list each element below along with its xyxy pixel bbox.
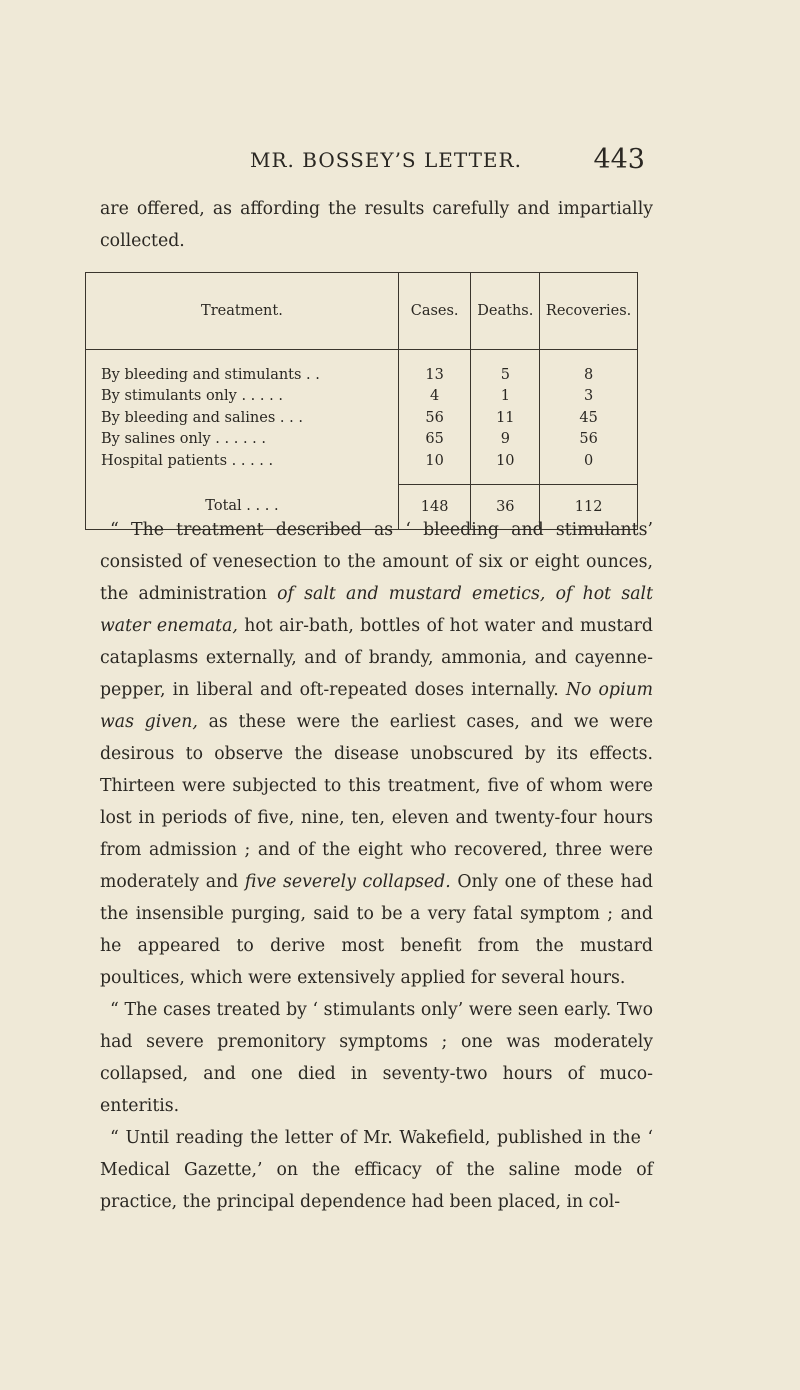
table-row (86, 429, 638, 451)
paragraph-treatment-description (100, 514, 653, 994)
running-head: MR. BOSSEY’S LETTER. (250, 148, 522, 172)
row-treatment: By bleeding and stimulants . . (86, 350, 399, 386)
table-row (86, 407, 638, 429)
row-cases: 10 (398, 450, 471, 484)
header-deaths: Deaths. (471, 273, 540, 350)
row-treatment: By stimulants only . . . . . (86, 386, 399, 408)
row-treatment: By bleeding and salines . . . (86, 407, 399, 429)
paragraph-until-reading: “ Until reading the letter of Mr. Wakefield, published in the ‘ Medical Gazette,’ on the efficacy of the saline mode of practice, the principal dependence had been placed, in col- (100, 1128, 653, 1212)
para1-text-2: hot air-bath, bottles of hot water and mustard cataplasms externally, and of brandy, ammonia, and cayenne-pepper, in liberal and oft-repeated doses internally. (100, 616, 653, 700)
row-deaths: 11 (471, 407, 540, 429)
page-header (250, 140, 645, 180)
paragraph-stimulants-only: “ The cases treated by ‘ stimulants only’ were seen early. Two had severe premonitory symptoms ; one was moderately collapsed, and one died in seventy-two hours of muco-enteritis. (100, 1000, 653, 1116)
table-row (86, 386, 638, 408)
row-deaths: 1 (471, 386, 540, 408)
row-deaths: 9 (471, 429, 540, 451)
para1-text-3: as these were the earliest cases, and we were desirous to observe the disease unobscured by its effects. Thirteen were subjected to this treatment, five of whom were lost in periods of five, nine, ten, eleven and twenty-four hours from admission ; and of the eight who recovered, three were moderately and (100, 712, 653, 892)
row-recoveries: 45 (540, 407, 638, 429)
para1-italic-1: of salt and mustard emetics, of hot salt water enemata, (100, 584, 654, 636)
header-recoveries: Recoveries. (540, 273, 638, 350)
row-cases: 13 (398, 350, 471, 386)
total-recoveries: 112 (540, 484, 638, 529)
para1-italic-3: five severely collapsed. (244, 872, 451, 892)
total-label: Total . . . . (86, 484, 399, 529)
row-deaths: 5 (471, 350, 540, 386)
para1-text-1: “ The treatment described as ‘ bleeding and stimulants’ consisted of venesection to the amount of six or eight ounces, the administration (100, 520, 653, 604)
para1-italic-2: No opium was given, (100, 680, 654, 732)
table-row (86, 350, 638, 386)
page-number: 443 (593, 144, 645, 175)
row-deaths: 10 (471, 450, 540, 484)
row-treatment: Hospital patients . . . . . (86, 450, 399, 484)
table-header-row (86, 273, 638, 350)
intro-text: are offered, as affording the results carefully and impartially collected. (100, 199, 653, 251)
row-cases: 4 (398, 386, 471, 408)
treatment-table (85, 272, 638, 515)
row-treatment: By salines only . . . . . . (86, 429, 399, 451)
para1-text-4: Only one of these had the insensible purging, said to be a very fatal symptom ; and he appeared to derive most benefit from the mustard poultices, which were extensively applied for several hours. (100, 872, 653, 988)
total-deaths: 36 (471, 484, 540, 529)
table-row (86, 450, 638, 484)
total-cases: 148 (398, 484, 471, 529)
row-recoveries: 8 (540, 350, 638, 386)
row-cases: 65 (398, 429, 471, 451)
header-treatment: Treatment. (86, 273, 399, 350)
body-text (100, 514, 653, 1218)
row-recoveries: 56 (540, 429, 638, 451)
header-cases: Cases. (398, 273, 471, 350)
intro-paragraph (100, 193, 653, 257)
row-recoveries: 3 (540, 386, 638, 408)
row-recoveries: 0 (540, 450, 638, 484)
row-cases: 56 (398, 407, 471, 429)
